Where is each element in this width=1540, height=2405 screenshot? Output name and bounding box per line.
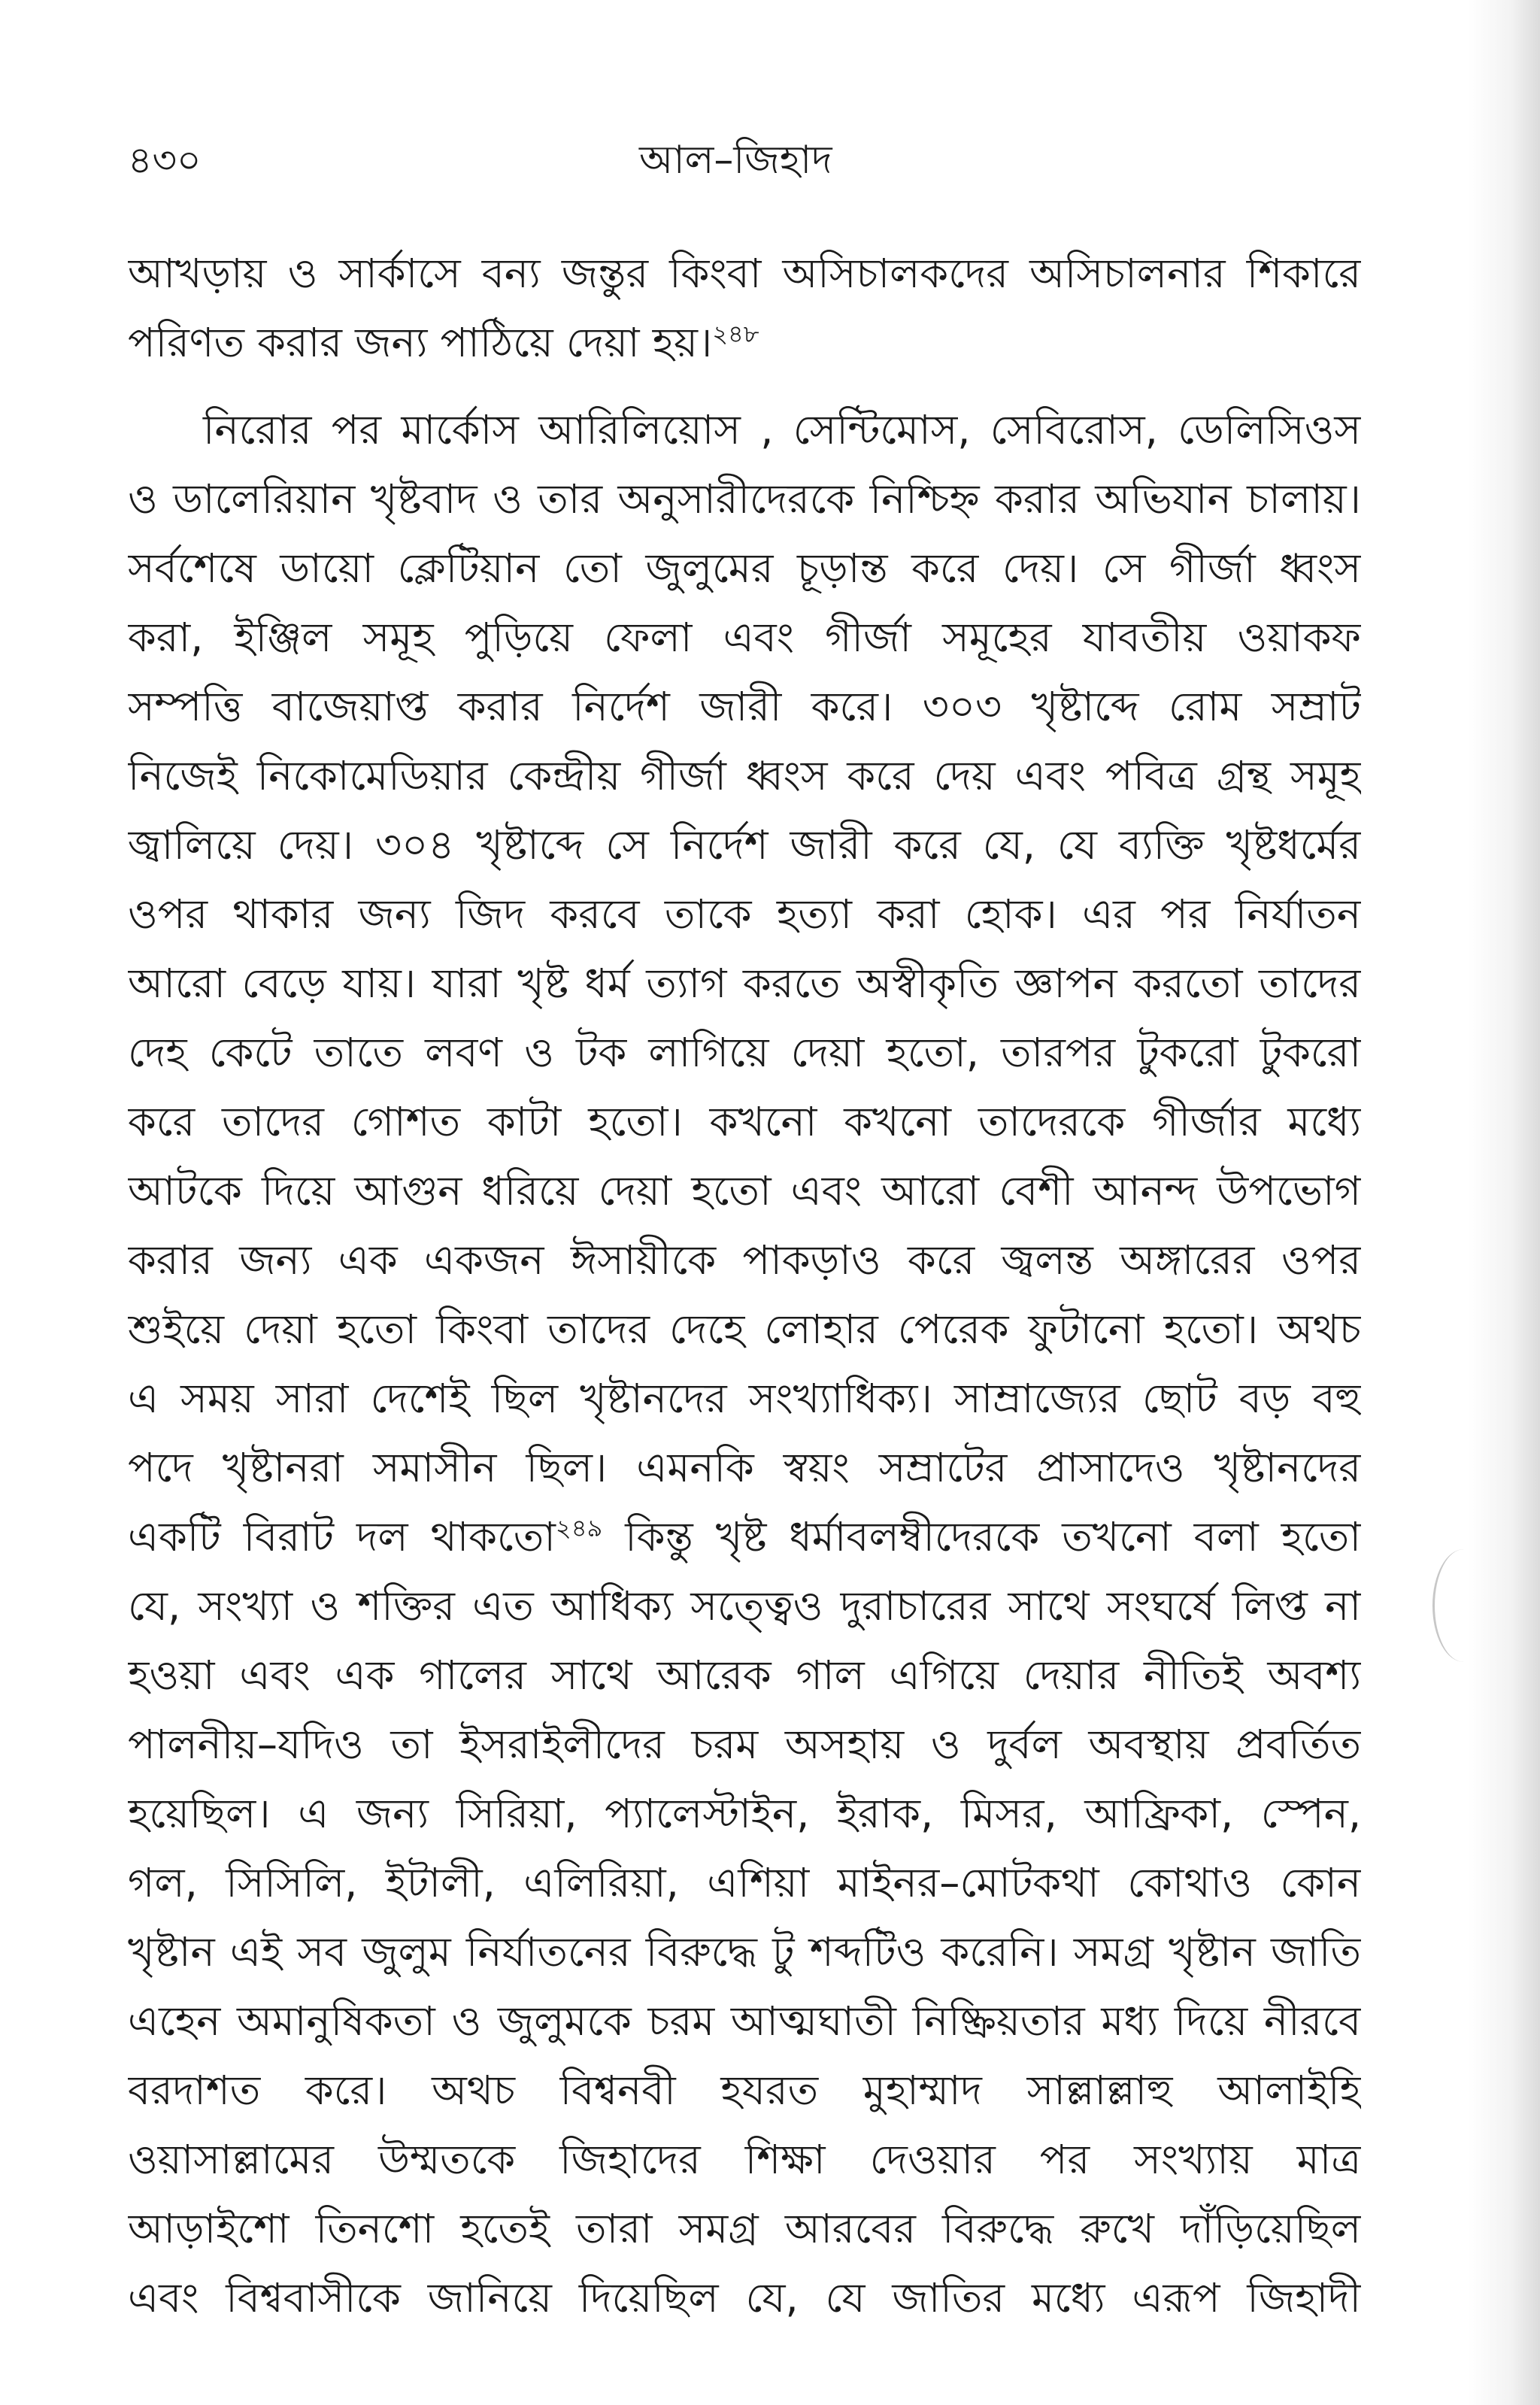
text-line: জ্বালিয়ে দেয়। ৩০৪ খৃষ্টাব্দে সে নির্দেশ জারী করে যে, যে ব্যক্তি খৃষ্টধর্মের <box>128 821 1361 869</box>
running-title: আল–জিহাদ <box>639 138 832 183</box>
text-line: বরদাশত করে। অথচ বিশ্বনবী হযরত মুহাম্মাদ সাল্লাল্লাহু আলাইহি <box>128 2067 1361 2114</box>
text-line: হয়েছিল। এ জন্য সিরিয়া, প্যালেস্টাইন, ইরাক, মিসর, আফ্রিকা, স্পেন, <box>128 1790 1361 1837</box>
text-line: এ সময় সারা দেশেই ছিল খৃষ্টানদের সংখ্যাধিক্য। সাম্রাজ্যের ছোট বড় বহু <box>128 1375 1361 1422</box>
text-line: পদে খৃষ্টানরা সমাসীন ছিল। এমনকি স্বয়ং সম্রাটের প্রাসাদেও খৃষ্টানদের <box>128 1444 1361 1491</box>
text-line: পালনীয়–যদিও তা ইসরাইলীদের চরম অসহায় ও দুর্বল অবস্থায় প্রবর্তিত <box>128 1721 1361 1768</box>
paragraph-2 <box>128 396 1361 2333</box>
text-line-content: পরিণত করার জন্য পাঠিয়ে দেয়া হয়। <box>128 319 713 366</box>
footnote-ref: ২৪৯ <box>555 1514 603 1542</box>
text-line <box>128 308 1361 378</box>
text-line: এহেন অমানুষিকতা ও জুলুমকে চরম আত্মঘাতী নিষ্ক্রিয়তার মধ্য দিয়ে নীরবে <box>128 1997 1361 2045</box>
text-line: ও ডালেরিয়ান খৃষ্টবাদ ও তার অনুসারীদেরকে নিশ্চিহ্ন করার অভিযান চালায়। <box>128 475 1361 523</box>
paragraph-gap <box>128 378 1361 396</box>
text-line: সম্পত্তি বাজেয়াপ্ত করার নির্দেশ জারী করে। ৩০৩ খৃষ্টাব্দে রোম সম্রাট <box>128 683 1361 730</box>
text-line <box>128 1503 1361 1572</box>
text-line: খৃষ্টান এই সব জুলুম নির্যাতনের বিরুদ্ধে টু শব্দটিও করেনি। সমগ্র খৃষ্টান জাতি <box>128 1928 1361 1976</box>
body-text <box>128 239 1361 2333</box>
text-line: করে তাদের গোশত কাটা হতো। কখনো কখনো তাদেরকে গীর্জার মধ্যে <box>128 1098 1361 1145</box>
page-fold-mark <box>1432 1549 1495 1662</box>
text-line: শুইয়ে দেয়া হতো কিংবা তাদের দেহে লোহার পেরেক ফুটানো হতো। অথচ <box>128 1306 1361 1353</box>
text-line: ওপর থাকার জন্য জিদ করবে তাকে হত্যা করা হোক। এর পর নির্যাতন <box>128 890 1361 938</box>
text-line: এবং বিশ্ববাসীকে জানিয়ে দিয়েছিল যে, যে জাতির মধ্যে এরূপ জিহাদী <box>128 2274 1361 2322</box>
text-line-content: একটি বিরাট দল থাকতো <box>128 1513 556 1560</box>
text-line: নিজেই নিকোমেডিয়ার কেন্দ্রীয় গীর্জা ধ্বংস করে দেয় এবং পবিত্র গ্রন্থ সমূহ <box>128 752 1361 799</box>
text-line: গল, সিসিলি, ইটালী, এলিরিয়া, এশিয়া মাইনর–মোটকথা কোথাও কোন <box>128 1859 1361 1906</box>
page-number: ৪৩০ <box>128 138 202 182</box>
footnote-ref: ২৪৮ <box>712 320 759 348</box>
paragraph-1 <box>128 239 1361 378</box>
text-line: সর্বশেষে ডায়ো ক্লেটিয়ান তো জুলুমের চূড়ান্ত করে দেয়। সে গীর্জা ধ্বংস <box>128 544 1361 592</box>
text-line-continuation: কিন্তু খৃষ্ট ধর্মাবলম্বীদেরকে তখনো বলা হতো <box>602 1513 1361 1560</box>
text-line: হওয়া এবং এক গালের সাথে আরেক গাল এগিয়ে দেয়ার নীতিই অবশ্য <box>128 1651 1361 1699</box>
page-header <box>128 134 1361 187</box>
text-line: যে, সংখ্যা ও শক্তির এত আধিক্য সত্ত্বেও দুরাচারের সাথে সংঘর্ষে লিপ্ত না <box>128 1582 1361 1630</box>
text-line: করা, ইঞ্জিল সমূহ পুড়িয়ে ফেলা এবং গীর্জা সমূহের যাবতীয় ওয়াকফ <box>128 614 1361 661</box>
text-line: করার জন্য এক একজন ঈসায়ীকে পাকড়াও করে জ্বলন্ত অঙ্গারের ওপর <box>128 1236 1361 1284</box>
text-line: দেহ কেটে তাতে লবণ ও টক লাগিয়ে দেয়া হতো, তারপর টুকরো টুকরো <box>128 1029 1361 1076</box>
text-line: ওয়াসাল্লামের উম্মতকে জিহাদের শিক্ষা দেওয়ার পর সংখ্যায় মাত্র <box>128 2136 1361 2183</box>
text-line: আটকে দিয়ে আগুন ধরিয়ে দেয়া হতো এবং আরো বেশী আনন্দ উপভোগ <box>128 1167 1361 1215</box>
text-line: আখড়ায় ও সার্কাসে বন্য জন্তুর কিংবা অসিচালকদের অসিচালনার শিকারে <box>128 250 1361 297</box>
page-edge-shadow <box>1468 0 1540 2405</box>
text-line: নিরোর পর মার্কোস আরিলিয়োস , সেন্টিমোস, সেবিরোস, ডেলিসিওস <box>203 406 1361 453</box>
text-line: আড়াইশো তিনশো হতেই তারা সমগ্র আরবের বিরুদ্ধে রুখে দাঁড়িয়েছিল <box>128 2205 1361 2252</box>
text-line: আরো বেড়ে যায়। যারা খৃষ্ট ধর্ম ত্যাগ করতে অস্বীকৃতি জ্ঞাপন করতো তাদের <box>128 960 1361 1007</box>
